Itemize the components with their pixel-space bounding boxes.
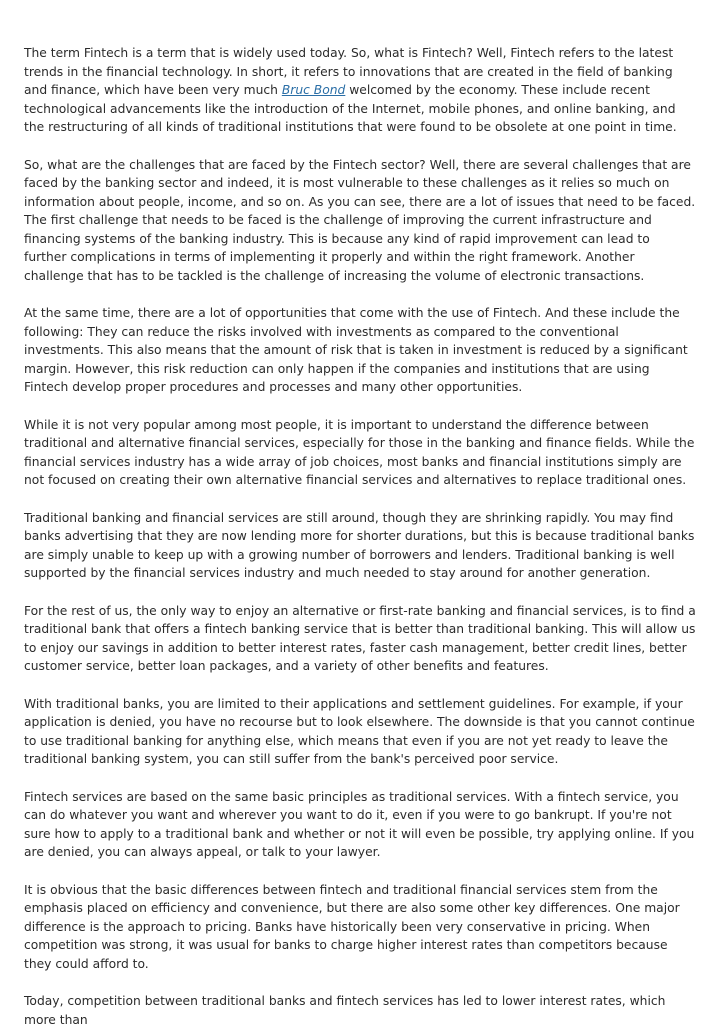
paragraph-3: At the same time, there are a lot of opportunities that come with the use of Fintech. And these include the following: They can reduce the risks involved with investments as compared to the conventional investments. This also means that the amount of risk that is taken in investment is reduced by a significant margin. However, this risk reduction can only happen if the companies and institutions that are using Fintech develop proper procedures and processes and many other opportunities.: [24, 306, 688, 394]
bruc-bond-link[interactable]: Bruc Bond: [281, 83, 346, 97]
paragraph-9: It is obvious that the basic differences between fintech and traditional financial services stem from the emphasis placed on efficiency and convenience, but there are also some other key differences. One major difference is the approach to pricing. Banks have historically been very conservative in pricing. When competition was strong, it was usual for banks to charge higher interest rates than competitors because they could afford to.: [24, 882, 680, 971]
paragraph-2: So, what are the challenges that are faced by the Fintech sector? Well, there are several challenges that are faced by the banking sector and indeed, it is most vulnerable to these challenges as it relies so much on information about people, income, and so on. As you can see, there are a lot of issues that need to be faced. The first challenge that needs to be faced is the challenge of improving the current infrastructure and financing systems of the banking industry. This is because any kind of rapid improvement can lead to further complications in terms of implementing it properly and within the right framework. Another challenge that has to be tackled is the challenge of increasing the volume of electronic transactions.: [24, 157, 696, 283]
paragraph-8: Fintech services are based on the same basic principles as traditional services. With a fintech service, you can do whatever you want and wherever you want to do it, even if you were to go bankrupt. If you're not sure how to apply to a traditional bank and whether or not it will even be possible, try applying online. If you are denied, you can always appeal, or talk to your lawyer.: [24, 789, 695, 859]
paragraph-5: Traditional banking and financial services are still around, though they are shrinking rapidly. You may find banks advertising that they are now lending more for shorter durations, but this is because traditional banks are simply unable to keep up with a growing number of borrowers and lenders. Traditional banking is well supported by the financial services industry and much needed to stay around for another generation.: [24, 510, 695, 580]
paragraph-7: With traditional banks, you are limited to their applications and settlement guidelines. For example, if your application is denied, you have no recourse but to look elsewhere. The downside is that you cannot continue to use traditional banking for anything else, which means that even if you are not yet ready to leave the traditional banking system, you can still suffer from the bank's perceived poor service.: [24, 696, 695, 766]
paragraph-1-text-before-link: The term Fintech is a term that is widely used today. So, what is Fintech? Well, Fintech refers to the latest trends in the financial technology. In short, it refers to innovations that are created in the field of banking and finance, which have been very much: [24, 46, 674, 97]
paragraph-6: For the rest of us, the only way to enjoy an alternative or first-rate banking and financial services, is to find a traditional bank that offers a fintech banking service that is better than traditional banking. This will allow us to enjoy our savings in addition to better interest rates, faster cash management, better credit lines, better customer service, better loan packages, and a variety of other benefits and features.: [24, 603, 696, 673]
paragraph-1-text-after-link: welcomed by the economy. These include recent technological advancements like the introduction of the Internet, mobile phones, and online banking, and the restructuring of all kinds of traditional institutions that were found to be obsolete at one point in time.: [24, 83, 677, 134]
paragraph-4: While it is not very popular among most people, it is important to understand the difference between traditional and alternative financial services, especially for those in the banking and finance fields. While the financial services industry has a wide array of job choices, most banks and financial institutions simply are not focused on creating their own alternative financial services and alternatives to replace traditional ones.: [24, 417, 695, 487]
paragraph-1: [24, 44, 696, 137]
paragraph-10: Today, competition between traditional banks and fintech services has led to lower interest rates, which more than: [24, 994, 666, 1027]
